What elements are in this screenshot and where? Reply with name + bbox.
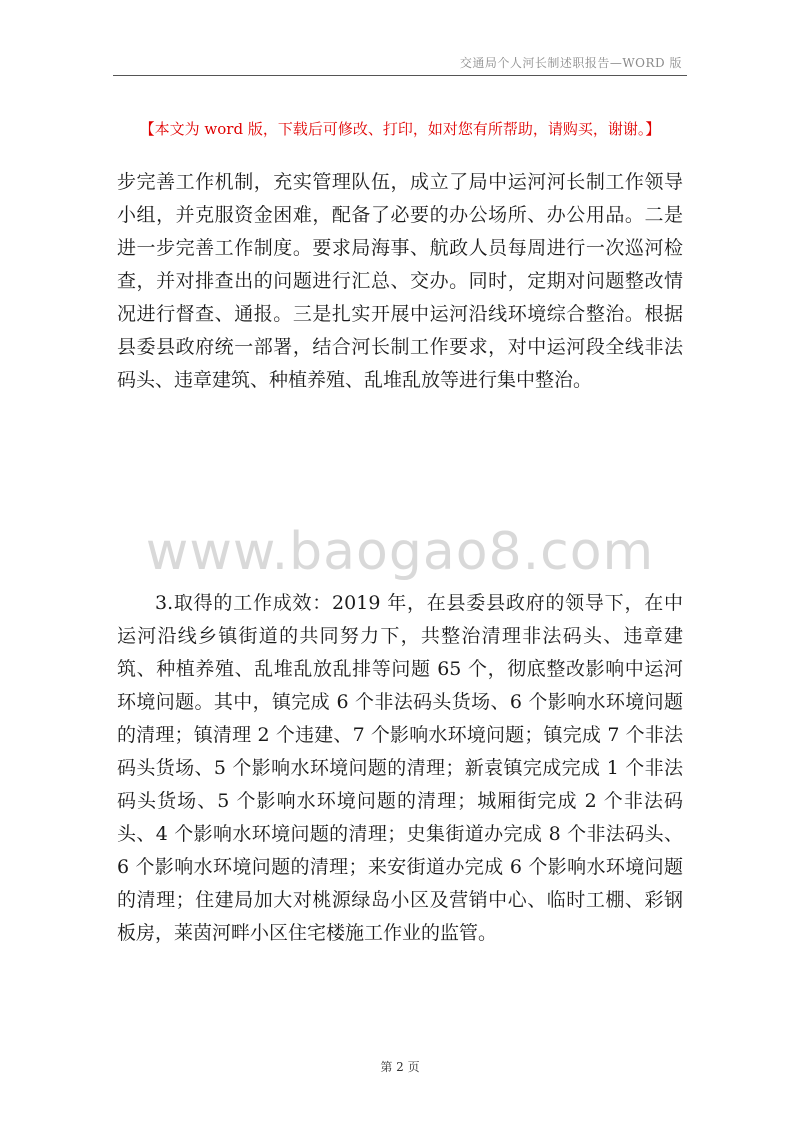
body-paragraph-2: 3.取得的工作成效：2019 年，在县委县政府的领导下，在中运河沿线乡镇街道的共同努力下，共整治清理非法码头、违章建筑、种植养殖、乱堆乱放乱排等问题 65 个，彻底整改影响中运河环境问题。其中，镇完成 6 个非法码头货场、6 个影响水环境问题的清理；镇清理 2 个违建、7 个影响水环境问题；镇完成 7 个非法码头货场、5 个影响水环境问题的清理；新袁镇完成完成 1 个非法码头货场、5 个影响水环境问题的清理；城厢街完成 2 个非法码头、4 个影响水环境问题的清理；史集街道办完成 8 个非法码头、6 个影响水环境问题的清理；来安街道办完成 6 个影响水环境问题的清理；住建局加大对桃源绿岛小区及营销中心、临时工棚、彩钢板房，莱茵河畔小区住宅楼施工作业的监管。 [117,592,683,944]
body-paragraph-1: 步完善工作机制，充实管理队伍，成立了局中运河河长制工作领导小组，并克服资金困难，配备了必要的办公场所、办公用品。二是进一步完善工作制度。要求局海事、航政人员每周进行一次巡河检查，并对排查出的问题进行汇总、交办。同时，定期对问题整改情况进行督查、通报。三是扎实开展中运河沿线环境综合整治。根据县委县政府统一部署，结合河长制工作要求，对中运河段全线非法码头、违章建筑、种植养殖、乱堆乱放等进行集中整治。 [117,171,683,391]
header-divider [113,75,687,76]
document-header-title: 交通局个人河长制述职报告—WORD 版 [459,56,682,70]
page-number: 第 2 页 [380,1060,420,1074]
watermark-text: www.baogao8.com [145,522,655,582]
purchase-notice: 【本文为 word 版，下载后可修改、打印，如对您有所帮助，请购买，谢谢。】 [139,120,661,138]
